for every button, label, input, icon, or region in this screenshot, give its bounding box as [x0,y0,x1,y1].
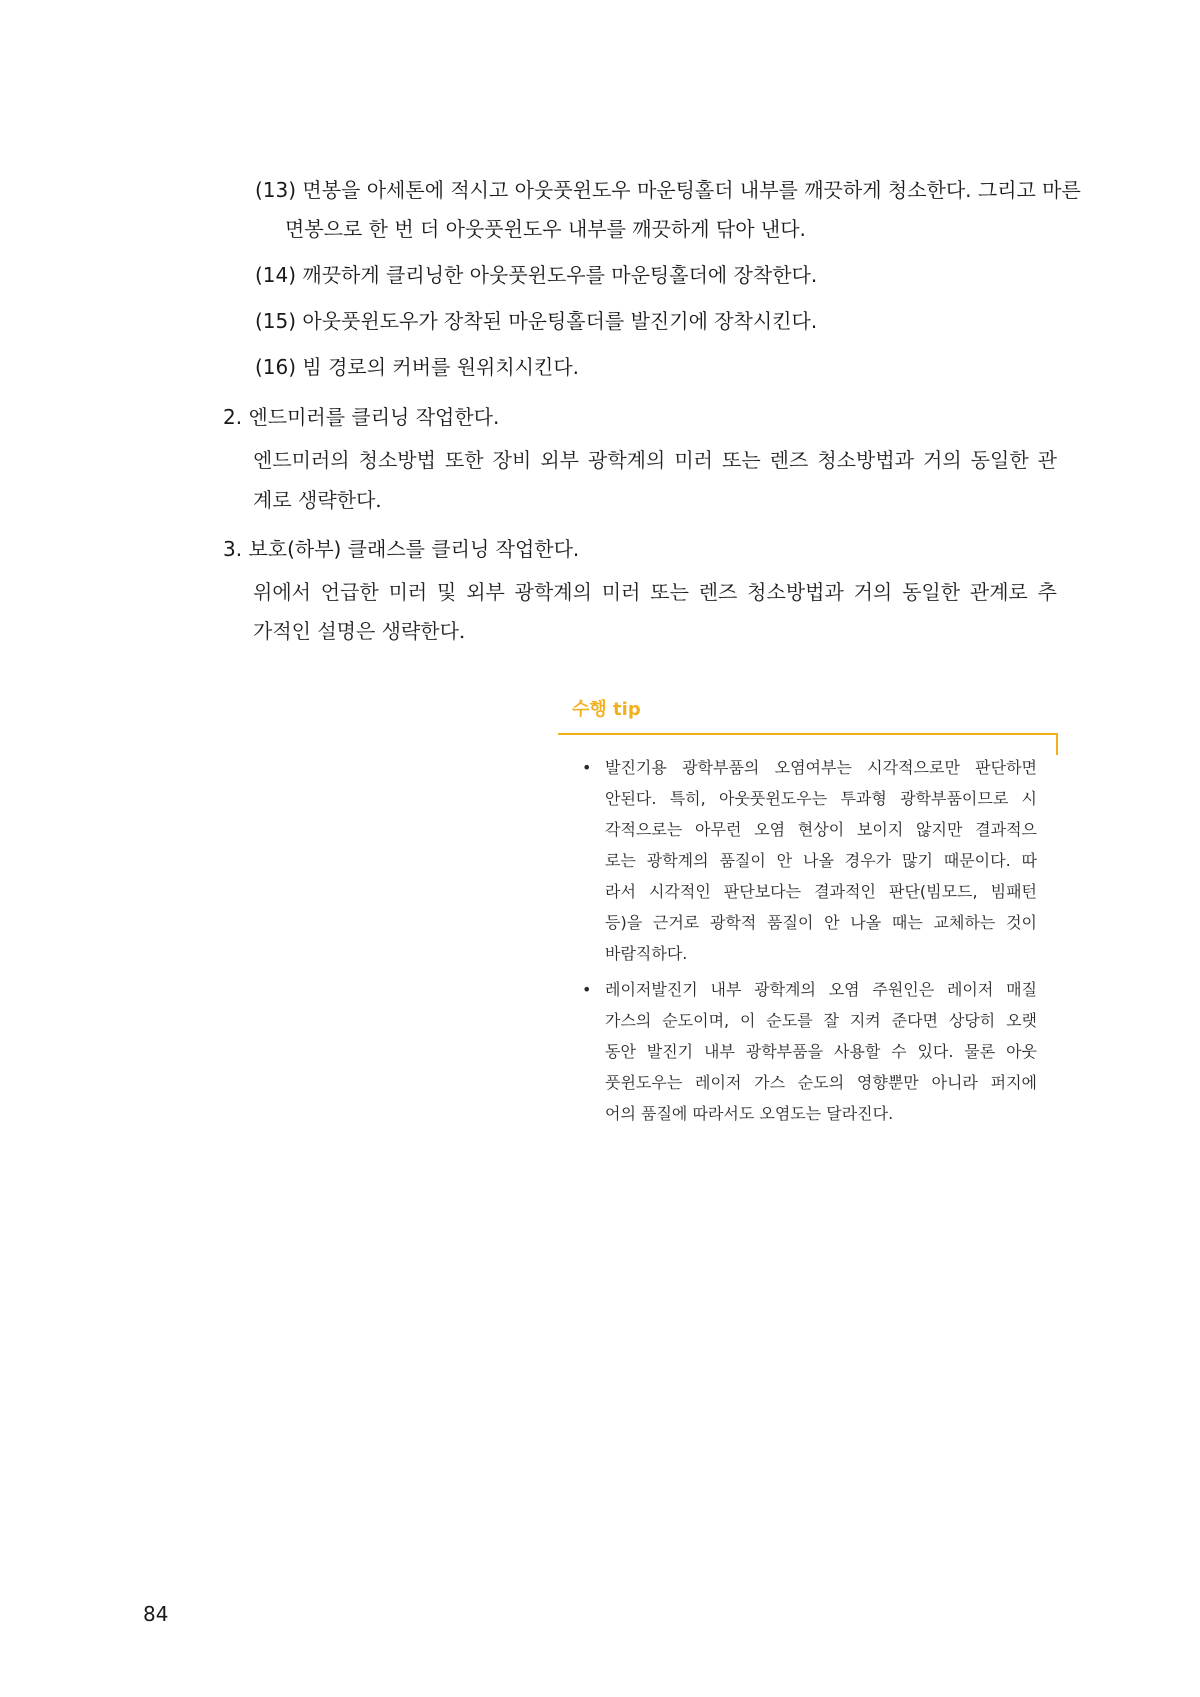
tip-text-line: 어의 품질에 따라서도 오염도는 달라진다. [605,1104,894,1123]
tip-text-line: 라서 시각적인 판단보다는 결과적인 판단(빔모드, 빔패턴 [605,882,1037,901]
section-body-line: 위에서 언급한 미러 및 외부 광학계의 미러 또는 렌즈 청소방법과 거의 동일한 관계로 추 [253,580,1057,604]
tip-divider [558,733,1058,735]
bullet-icon: • [582,980,592,999]
bullet-icon: • [582,758,592,777]
tip-text-line: 풋윈도우는 레이저 가스 순도의 영향뿐만 아니라 퍼지에 [605,1073,1037,1092]
section-body-line: 계로 생략한다. [253,488,382,512]
section-heading: 3. 보호(하부) 클래스를 클리닝 작업한다. [223,537,580,561]
step-13-line-2: 면봉으로 한 번 더 아웃풋윈도우 내부를 깨끗하게 닦아 낸다. [285,217,806,241]
page-number: 84 [143,1602,169,1626]
procedure-step-14: (14) 깨끗하게 클리닝한 아웃풋윈도우를 마운팅홀더에 장착한다. [255,263,818,287]
tip-text-line: 가스의 순도이며, 이 순도를 잘 지켜 준다면 상당히 오랫 [605,1011,1037,1030]
tip-text-line: 동안 발진기 내부 광학부품을 사용할 수 있다. 물론 아웃 [605,1042,1037,1061]
section-body-line: 엔드미러의 청소방법 또한 장비 외부 광학계의 미러 또는 렌즈 청소방법과 거의 동일한 관 [253,448,1057,472]
tip-text-line: 발진기용 광학부품의 오염여부는 시각적으로만 판단하면 [605,758,1037,777]
tip-text-line: 각적으로는 아무런 오염 현상이 보이지 않지만 결과적으 [605,820,1037,839]
tip-text-line: 레이저발진기 내부 광학계의 오염 주원인은 레이저 매질 [605,980,1037,999]
tip-text-line: 바람직하다. [605,944,688,963]
tip-divider-corner [1056,733,1058,755]
section-body-line: 가적인 설명은 생략한다. [253,619,466,643]
step-13-line-1: (13) 면봉을 아세톤에 적시고 아웃풋윈도우 마운팅홀더 내부를 깨끗하게 청소한다. 그리고 마른 [255,178,1081,202]
tip-text-line: 등)을 근거로 광학적 품질이 안 나올 때는 교체하는 것이 [605,913,1037,932]
section-heading: 2. 엔드미러를 클리닝 작업한다. [223,405,500,429]
tip-title: 수행 tip [572,699,641,720]
procedure-step-15: (15) 아웃풋윈도우가 장착된 마운팅홀더를 발진기에 장착시킨다. [255,309,818,333]
tip-text-line: 로는 광학계의 품질이 안 나올 경우가 많기 때문이다. 따 [605,851,1037,870]
procedure-step-16: (16) 빔 경로의 커버를 원위치시킨다. [255,355,580,379]
tip-text-line: 안된다. 특히, 아웃풋윈도우는 투과형 광학부품이므로 시 [605,789,1037,808]
